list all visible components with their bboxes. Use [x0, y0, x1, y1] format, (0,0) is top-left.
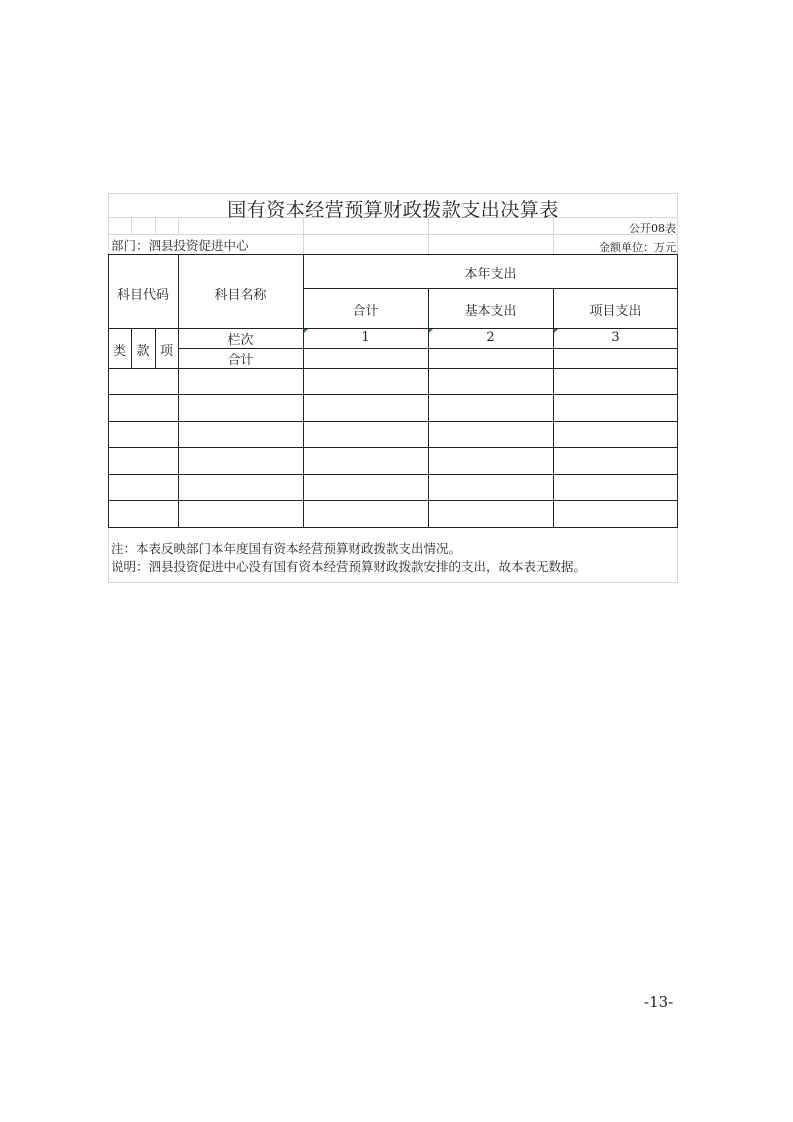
unit-label: 金额单位：万元	[599, 241, 676, 254]
grid-line	[108, 582, 678, 583]
header-current-year-expense: 本年支出	[464, 267, 517, 282]
grid-line	[108, 193, 678, 194]
header-project-expense: 项目支出	[589, 304, 642, 319]
table-border	[108, 474, 678, 475]
column-number-3: 3	[611, 330, 620, 345]
grid-line	[553, 217, 554, 254]
budget-table-sheet	[108, 193, 678, 583]
table-border	[108, 527, 678, 528]
header-basic-expense: 基本支出	[464, 304, 517, 319]
department-label: 部门：泗县投资促进中心	[111, 238, 249, 253]
header-section: 款	[136, 344, 150, 359]
column-label: 栏次	[227, 333, 254, 348]
table-border	[108, 368, 678, 369]
grid-line	[428, 217, 429, 254]
grid-line	[303, 217, 304, 254]
cell-indicator-icon	[429, 329, 433, 333]
sum-row-label: 合计	[227, 353, 254, 368]
table-border	[677, 254, 678, 528]
form-code: 公开08表	[629, 222, 676, 235]
table-border	[553, 288, 554, 528]
table-border	[108, 447, 678, 448]
table-border	[108, 421, 678, 422]
header-subject-name: 科目名称	[214, 288, 267, 303]
explanation-line: 说明：泗县投资促进中心没有国有资本经营预算财政拨款安排的支出，故本表无数据。	[111, 559, 587, 574]
note-line: 注：本表反映部门本年度国有资本经营预算财政拨款支出情况。	[111, 541, 462, 556]
cell-indicator-icon	[304, 329, 308, 333]
table-border	[108, 394, 678, 395]
table-border	[108, 254, 678, 255]
header-item: 项	[159, 344, 173, 359]
cell-indicator-icon	[554, 329, 558, 333]
table-border	[108, 500, 678, 501]
header-total: 合计	[352, 304, 379, 319]
header-category: 类	[112, 344, 126, 359]
page-number: -13-	[644, 993, 674, 1011]
column-number-1: 1	[361, 330, 370, 345]
table-border	[428, 288, 429, 528]
grid-line	[677, 527, 678, 583]
column-number-2: 2	[486, 330, 495, 345]
table-title: 国有资本经营预算财政拨款支出决算表	[227, 199, 559, 221]
table-border	[303, 288, 678, 289]
header-subject-code: 科目代码	[116, 288, 169, 303]
table-border	[303, 254, 304, 528]
